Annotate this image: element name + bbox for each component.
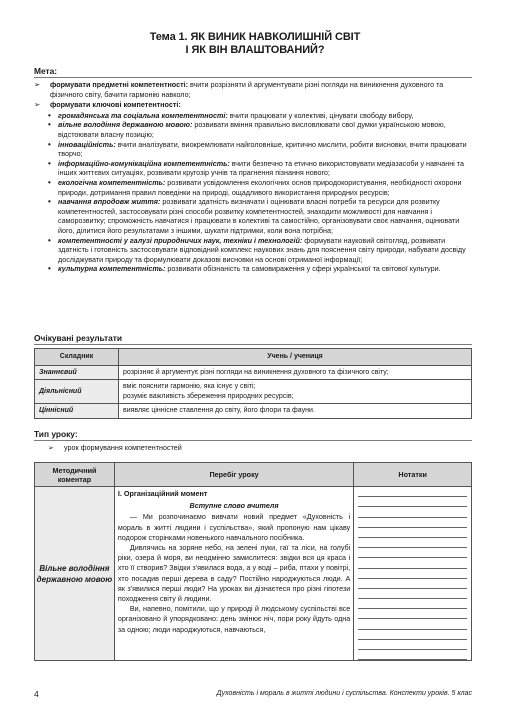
competence-text: розвивати обізнаність та самовираження у сфері української та світової культури. [165,264,441,274]
arrow-bullet-icon: ➢ [34,80,41,89]
goals-label: Мета: [34,66,58,76]
book-title: Духовність і мораль в житті людини і суспільства. Конспекти уроків. 5 клас [216,690,472,697]
note-line [358,589,467,599]
competence-name: навчання впродовж життя: [58,197,161,207]
note-line [358,609,467,619]
results-header-student: Учень / учениця [119,349,472,366]
table-row [35,380,472,404]
title-line-2: І ЯК ВІН ВЛАШТОВАНИЙ? [185,43,325,56]
competence-item [34,264,472,274]
competence-name: інформаційно-комунікаційна компетентність: [58,158,230,168]
competence-name: культурна компетентність: [58,264,166,274]
stage-heading: І. Організаційний момент [117,489,208,498]
competence-text: формувати науковий світогляд, розвивати здатність і готовність застосовувати відповідний комплекс наукових знань для пояснення світу природи, набувати досвіду досліджувати природу та формулювати доказові висновки на основі отриманої інформації; [58,235,466,264]
note-line [358,497,467,507]
arrow-bullet-icon: ➢ [48,443,55,452]
goal-heading: формувати предметні компетентності: [50,80,189,89]
competence-text: вчити працювати у колективі, цінувати свободу вибору, [227,110,414,120]
competence-name: вільне володіння державною мовою: [58,120,193,130]
result-description [119,404,472,418]
note-line [358,548,467,558]
note-line [358,518,467,528]
lesson-flow-cell [114,487,353,661]
lesson-type-label: Тип уроку: [34,429,78,439]
goal-heading: формувати ключові компетентності: [50,100,181,110]
table-row [35,366,472,380]
result-component: Ціннісний [35,404,119,418]
results-divider [34,344,472,345]
table-row [35,404,472,418]
notes-cell [354,487,472,661]
competence-item [34,236,472,265]
bullet-dot-icon: • [48,264,51,274]
result-line: розуміє важливість збереження природних ресурсів; [123,392,294,400]
lesson-type-divider [34,440,472,441]
results-header-component: Складник [35,349,119,366]
lesson-type-value: урок формування компетентностей [64,443,182,452]
method-comment: Вільне володіння державною мовою [36,563,113,584]
note-line [358,507,467,517]
note-line [358,650,467,660]
note-line [358,538,467,548]
note-line [358,528,467,538]
method-comment-cell [35,487,115,661]
header-notes: Нотатки [354,463,472,487]
table-row [35,487,472,661]
page-title [0,31,510,56]
bullet-dot-icon: • [48,120,51,130]
goals-section [34,80,472,274]
page-number: 4 [34,689,39,699]
result-line: виявляє ціннісне ставлення до світу, його флори та фауни. [123,407,315,415]
note-line [358,558,467,568]
competence-text: розвивати усвідомлення екологічних основ природокористування, необхідності охорони природи, дотримання правил поведінки на природі, ощадливого використання природних ресурсів; [58,177,462,197]
note-line [358,630,467,640]
goal-key-competences [34,100,472,110]
competence-name: компетентності у галузі природничих наук, техніки і технологій: [58,235,303,245]
result-line: розрізняє й аргументує різні погляди на виникнення духовного та фізичного світу; [123,369,389,376]
note-line [358,619,467,629]
stage-subheading: Вступне слово вчителя [189,501,279,511]
competence-item [34,140,472,159]
competence-name: громадянська та соціальна компетентності: [58,110,228,120]
competence-name: екологічна компетентність: [58,177,166,187]
result-component: Діяльнісний [35,380,119,404]
header-method-comment: Методичний коментар [35,463,115,487]
note-line [358,579,467,589]
goal-text: вчити розрізняти й аргументувати різні погляди на виникнення духовного та фізичного світу, бачити гармонію навколо; [50,80,444,99]
title-line-1: Тема 1. ЯК ВИНИК НАВКОЛИШНІЙ СВІТ [149,31,361,43]
bullet-dot-icon: • [48,158,51,168]
competence-item [34,120,472,139]
result-description [119,380,472,404]
lesson-table [34,462,472,661]
lesson-header-row [35,463,472,487]
lesson-paragraph: Ви, напевно, помітили, що у природі й людському суспільстві все організовано й упорядковано: день змінює ніч, пори року йдуть одна за одною; люди народжуються, навчаються, [117,604,351,634]
note-line [358,569,467,579]
bullet-dot-icon: • [48,110,51,120]
competence-item [34,178,472,197]
arrow-bullet-icon: ➢ [34,100,41,110]
competence-text: розвивати вміння правильно висловлювати свої думки українською мовою, відстоювати власну позицію; [58,120,446,139]
competence-text: розвивати здатність визначати і оцінювати власні потреби та ресурси для розвитку компетентностей, застосовувати різні способи розвитку компетентностей, знаходити можливості для навчання і саморозвитку; спроможність навчатися і працювати в колективі та самостійно, організовувати своє навчання, оцінювати його, ділитися його результатами з іншими, шукати підтримки, коли вона потрібна; [58,197,460,235]
goals-divider [34,77,472,78]
bullet-dot-icon: • [48,177,51,187]
bullet-dot-icon: • [48,235,51,245]
result-description [119,366,472,380]
result-component: Знаннєвий [35,366,119,380]
competence-item [34,159,472,178]
lesson-paragraph: Дивлячись на зоряне небо, на зелені луки, гаї та ліси, на голубі ріки, озера й моря, ви неодмінно замислитеся: звідки вся ця краса і хто її створив? Звідки з'явилася вода, а у воді – риба, птахи у повітрі, хто посадив перші дерева в саду? Постійно народжуються люди. А як з'явилися перші люди? На уроках ви дізнаєтеся про різні гіпотези походження світу й людини. [117,543,351,604]
notes-lines [354,487,471,660]
results-table [34,348,472,419]
competence-item [34,197,472,235]
lesson-paragraph: — Ми розпочинаємо вивчати новий предмет «Духовність і мораль в житті людини і суспільства», який пропоную нам цікаву подорож сторінками новенького навчального посібника. [117,512,351,542]
competence-text: вчити безпечно та етично використовувати медіазасоби у навчанні та інших життєвих ситуаціях, розвивати кругозір учнів та прагнення пізнання нового; [58,158,464,178]
result-line: вміє пояснити гармонію, яка існує у світі; [123,383,256,391]
bullet-dot-icon: • [48,197,51,207]
competence-item [34,111,472,121]
competence-name: інноваційність: [58,139,116,149]
competence-text: вчити аналізувати, виокремлювати найголовніше, критично мислити, робити висновки, вчити працювати творчо; [58,139,467,159]
results-label: Очікувані результати [34,333,122,343]
results-header-row [35,349,472,366]
note-line [358,487,467,497]
note-line [358,599,467,609]
bullet-dot-icon: • [48,139,51,149]
note-line [358,640,467,650]
header-lesson-flow: Перебіг уроку [114,463,353,487]
goal-subject-competences [34,80,472,99]
